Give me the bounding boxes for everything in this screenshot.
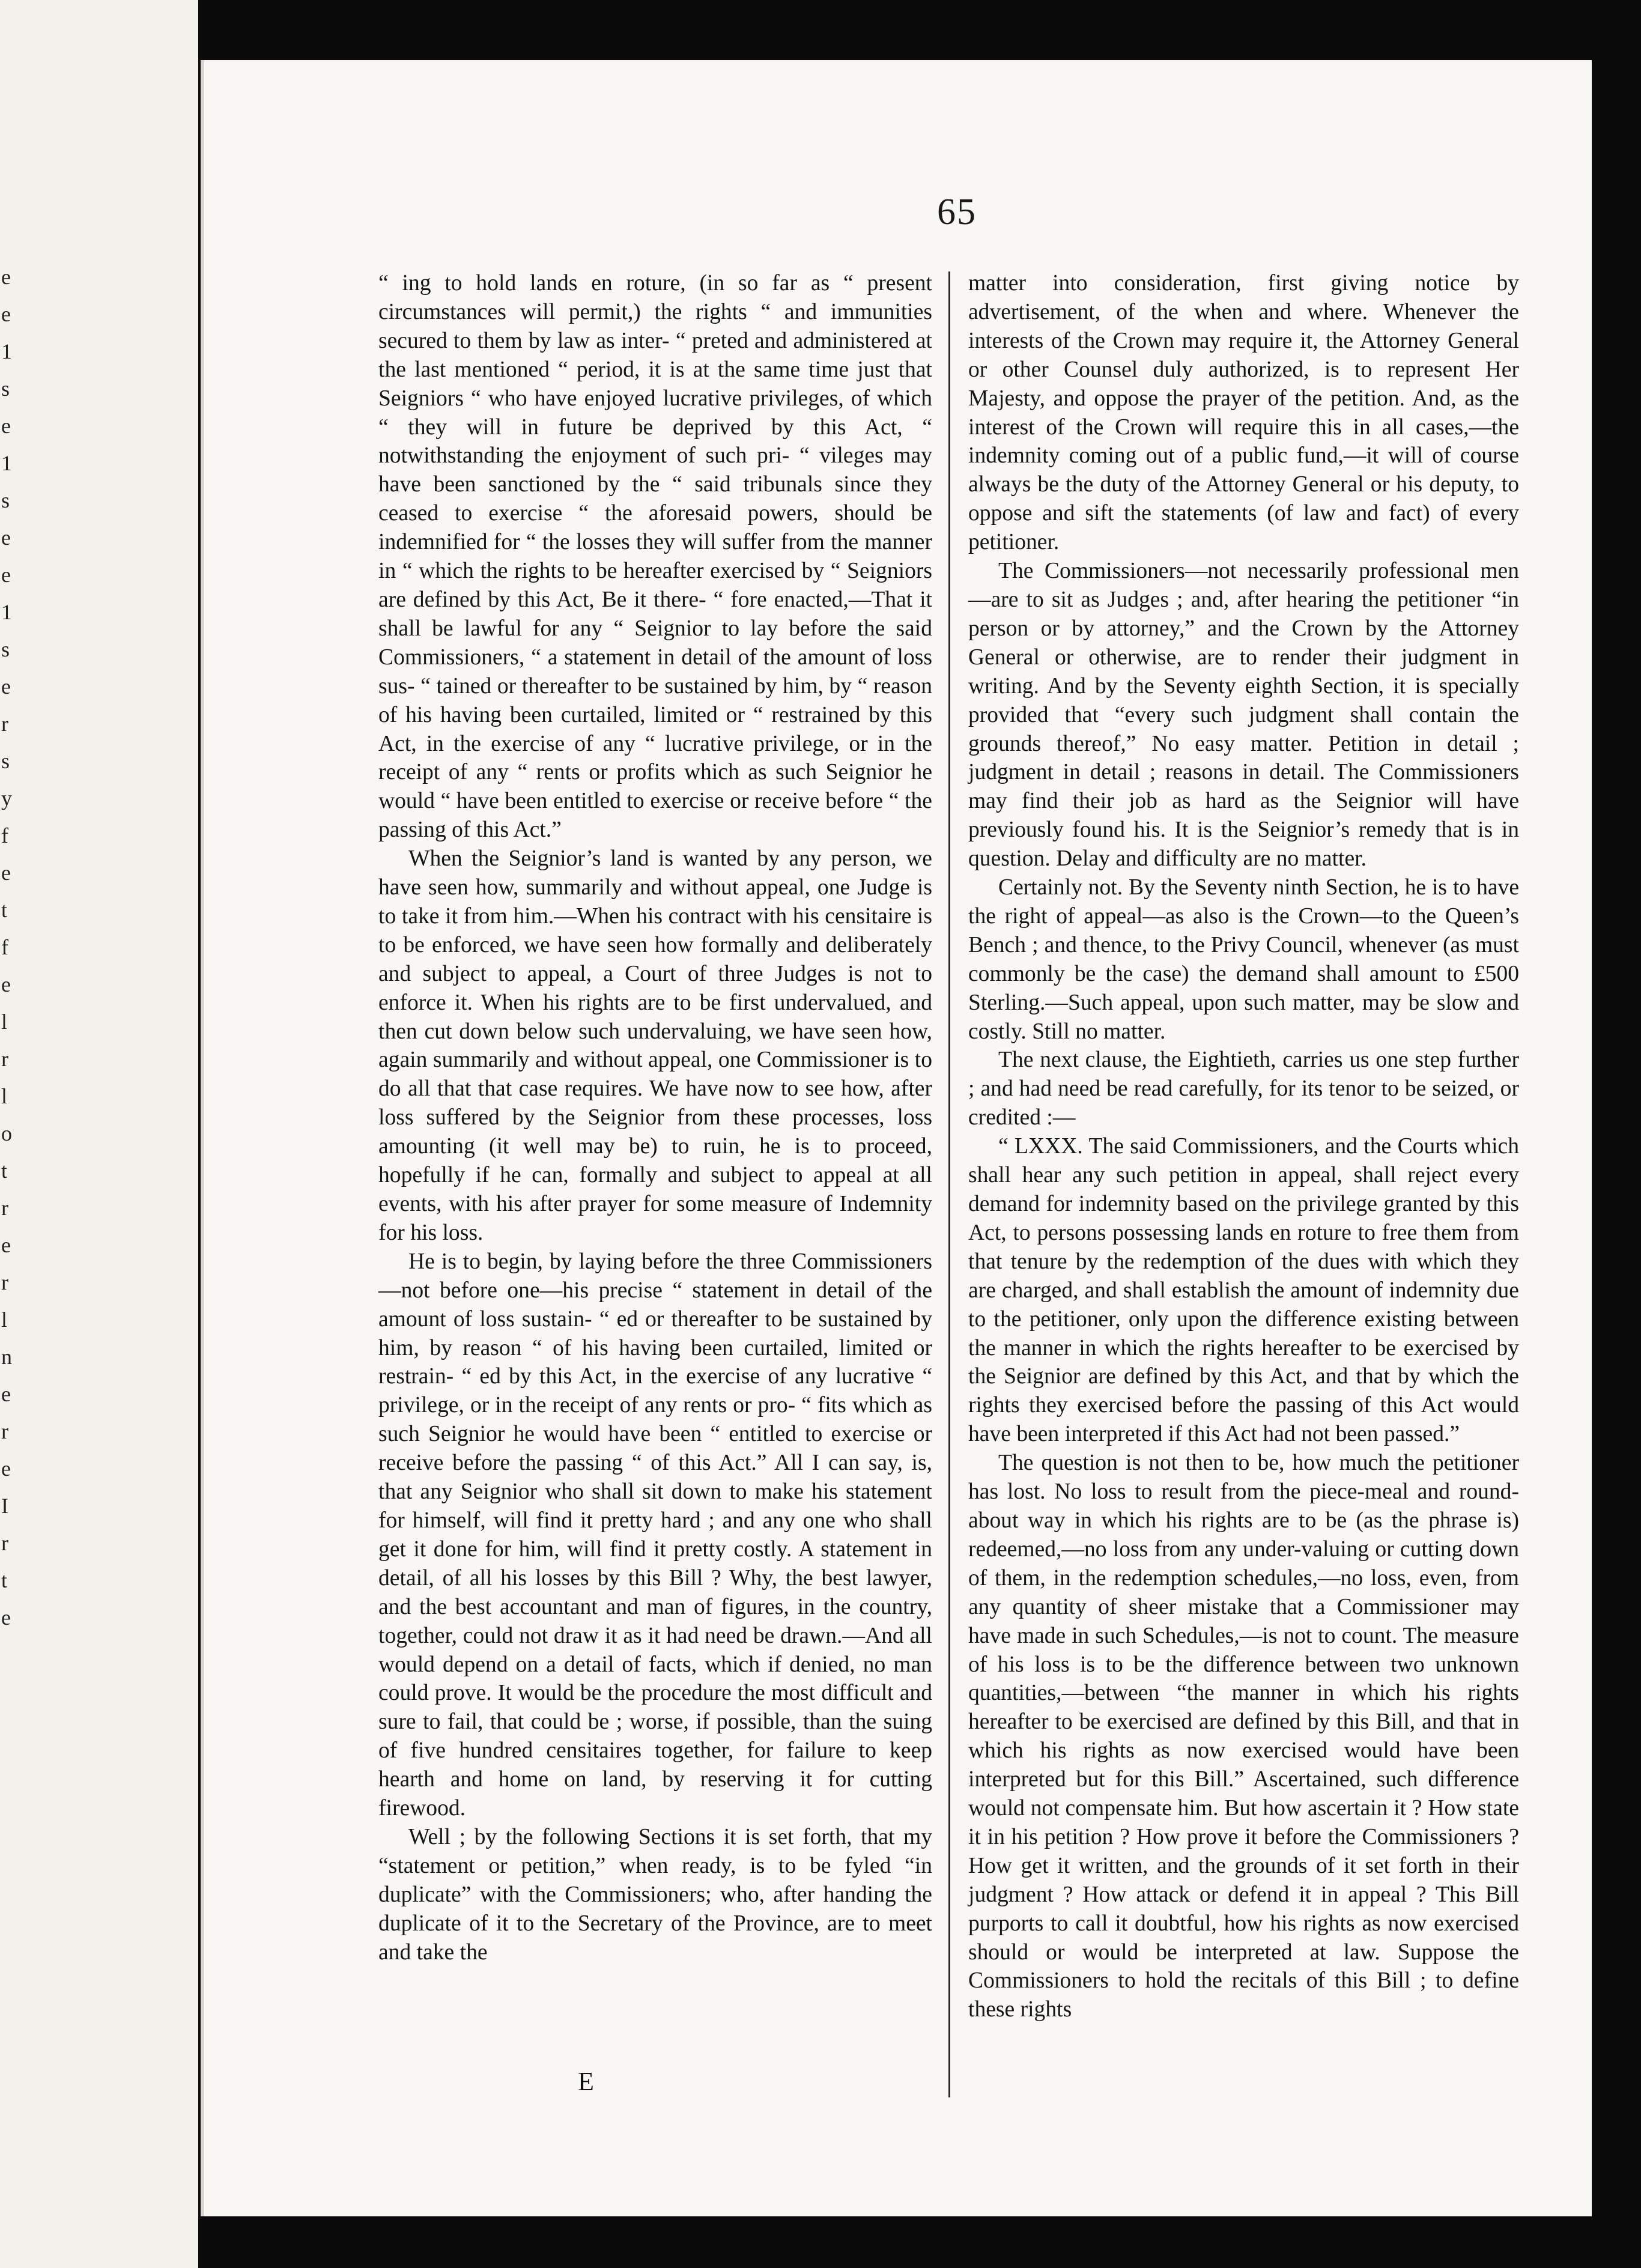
facing-page-fragment: e — [1, 1457, 11, 1481]
facing-page-fragment: f — [1, 823, 8, 847]
facing-page-fragment: e — [1, 563, 11, 587]
paragraph: Certainly not. By the Seventy ninth Section, he is to have the right of appeal—as also is the Crown—to the Queen’s Bench ; and thence, to the Privy Council, whenever (as must commonly be the case) the demand shall amount to £500 Sterling.—Such appeal, upon such matter, may be slow and costly. Still no matter. — [968, 875, 1519, 1044]
facing-page-fragment: 1 — [1, 600, 12, 624]
facing-page-fragment: e — [1, 861, 11, 885]
facing-page-fragment: r — [1, 1196, 8, 1220]
paragraph: “ ing to hold lands en roture, (in so far as “ present circumstances will permit,) the rights “ and immunities secured to them by law as inter- “ preted and administered at the last mentioned “ period, it is at the same time just that Seigniors “ who have enjoyed lucrative privileges, of which “ they will in future be deprived by this Act, “ notwithstanding the enjoyment of such pri- “ vileges may have been sanctioned by the “ said tribunals since they ceased to exercise “ the aforesaid powers, should be indemnified for “ the losses they will suffer from the manner in “ which the rights to be hereafter exercised by “ Seigniors are defined by this Act, Be it there- “ fore enacted,—That it shall be lawful for any “ Seignior to lay before the said Commissioners, “ a statement in detail of the amount of loss sus- “ tained or thereafter to be sustained by him, by “ reason of his having been curtailed, limited or “ restrained by this Act, in the exercise of any “ lucrative privilege, or in the receipt of any “ rents or profits which as such Seignior he would “ have been entitled to exercise or receive before “ the passing of this Act.” — [378, 271, 932, 843]
facing-page-fragment: e — [1, 1382, 11, 1406]
facing-page-fragment: t — [1, 1568, 8, 1592]
facing-page-fragment: y — [1, 786, 12, 810]
signature-mark: E — [578, 2067, 594, 2096]
facing-page-fragment: r — [1, 1531, 8, 1555]
facing-page-fragment: l — [1, 1308, 8, 1332]
facing-page-fragment: n — [1, 1345, 12, 1369]
facing-page-fragment: 1 — [1, 339, 12, 363]
paragraph: The question is not then to be, how much the petitioner has lost. No loss to result from the piece-meal and round-about way in which his rights are to be (as the phrase is) redeemed,—no loss from any under-valuing or cutting down of them, in the redemption schedules,—no loss, even, from any quantity of sheer mistake that a Commissioner may have made in such Schedules,—is not to count. The measure of his loss is to be the difference between two unknown quantities,—between “the manner in which his rights hereafter to be exercised are defined by this Bill, and that in which his rights as now exercised would have been interpreted but for this Bill.” Ascertained, such difference would not compensate him. But how ascertain it ? How state it in his petition ? How prove it before the Commissioners ? How get it written, and the grounds of it set forth in their judgment ? How attack or defend it in appeal ? This Bill purports to call it doubtful, how his rights as now exercised should or would be interpreted at law. Suppose the Commissioners to hold the recitals of this Bill ; to define these rights — [968, 1451, 1519, 2022]
page-number: 65 — [937, 192, 977, 232]
facing-page-fragment: t — [1, 898, 8, 922]
paragraph: Well ; by the following Sections it is set forth, that my “statement or petition,” when ready, is to be fyled “in duplicate” with the Commissioners; who, after handing the duplicate of it to the Secretary of the Province, are to meet and take the — [378, 1824, 932, 1965]
facing-page-fragment: r — [1, 1270, 8, 1294]
paragraph: The Commissioners—not necessarily professional men—are to sit as Judges ; and, after hearing the petitioner “in person or by attorney,” and the Crown by the Attorney General or otherwise, are to render their judgment in writing. And by the Seventy eighth Section, it is specially provided that “every such judgment shall contain the grounds thereof,” No easy matter. Petition in detail ; judgment in detail ; reasons in detail. The Commissioners may find their job as hard as the Seignior will have previously found his. It is the Seignior’s remedy that is in question. Delay and difficulty are no matter. — [968, 559, 1519, 872]
facing-page-fragment: s — [1, 637, 10, 661]
text-column-right — [968, 269, 1519, 2024]
facing-page-fragment: s — [1, 749, 10, 773]
column-divider — [948, 271, 950, 2097]
facing-page-fragment: e — [1, 972, 11, 996]
facing-page-fragment: r — [1, 1419, 8, 1443]
facing-page-fragment: r — [1, 1047, 8, 1071]
facing-page-fragment: l — [1, 1084, 8, 1108]
facing-page-fragment: t — [1, 1159, 8, 1183]
facing-page-fragment: l — [1, 1010, 8, 1034]
facing-page-fragment: s — [1, 377, 10, 401]
facing-page-fragment: e — [1, 1233, 11, 1257]
facing-page-edge — [0, 0, 198, 2268]
paragraph: matter into consideration, first giving notice by advertisement, of the when and where. Whenever the interests of the Crown may require it, the Attorney General or other Counsel duly authorized, is to represent Her Majesty, and oppose the prayer of the petition. And, as the interest of the Crown will require this in all cases,—the indemnity coming out of a public fund,—it will of course always be the duty of the Attorney General or his deputy, to oppose and sift the statements (of law and fact) of every petitioner. — [968, 271, 1519, 555]
paragraph: When the Seignior’s land is wanted by any person, we have seen how, summarily and without appeal, one Judge is to take it from him.—When his contract with his censitaire is to be enforced, we have seen how formally and deliberately and subject to appeal, a Court of three Judges is not to enforce it. When his rights are to be first undervalued, and then cut down below such undervaluing, we have seen how, again summarily and without appeal, one Commissioner is to do all that that case requires. We have now to see how, after loss suffered by the Seignior from these processes, loss amounting (it well may be) to ruin, he is to proceed, hopefully if he can, formally and subject to appeal at all events, with his after prayer for some measure of Indemnity for his loss. — [378, 846, 932, 1245]
facing-page-fragment: e — [1, 302, 11, 326]
text-column-left — [378, 269, 932, 1966]
facing-page-fragment: I — [1, 1494, 8, 1518]
facing-page-fragment: s — [1, 488, 10, 512]
paragraph: “ LXXX. The said Commissioners, and the Courts which shall hear any such petition in appeal, shall reject every demand for indemnity based on the privilege granted by this Act, to persons possessing lands en roture to free them from that tenure by the redemption of the dues with which they are charged, and shall establish the amount of indemnity due to the petitioner, only upon the difference existing between the manner in which the rights hereafter to be exercised by the Seignior are defined by this Act, and that by which the rights they exercised before the passing of this Act would have been interpreted if this Act had not been passed.” — [968, 1134, 1519, 1447]
facing-page-fragment: e — [1, 414, 11, 438]
facing-page-fragment: e — [1, 265, 11, 289]
facing-page-fragment: e — [1, 1605, 11, 1630]
facing-page-fragment: o — [1, 1121, 12, 1145]
facing-page-text-fragments — [1, 258, 13, 1636]
facing-page-fragment: e — [1, 526, 11, 550]
facing-page-fragment: r — [1, 712, 8, 736]
paragraph: He is to begin, by laying before the three Commissioners—not before one—his precise “ statement in detail of the amount of loss sustain- “ ed or thereafter to be sustained by him, by reason “ of his having been curtailed, limited or restrain- “ ed by this Act, in the exercise of any lucrative “ privilege, or in the receipt of any rents or pro- “ fits which as such Seignior he would have been “ entitled to exercise or receive before the passing “ of this Act.” All I can say, is, that any Seignior who shall sit down to make his statement for himself, will find it pretty hard ; and any one who shall get it done for him, will find it pretty costly. A statement in detail, of all his losses by this Bill ? Why, the best lawyer, and the best accountant and man of figures, in the country, together, could not draw it as it had need be drawn.—And all would depend on a detail of facts, which if denied, no man could prove. It would be the procedure the most difficult and sure to fail, that could be ; worse, if possible, than the suing of five hundred censitaires together, for failure to keep hearth and home on land, by reserving it for cutting firewood. — [378, 1249, 932, 1821]
facing-page-fragment: f — [1, 935, 8, 959]
facing-page-fragment: e — [1, 675, 11, 699]
facing-page-fragment: 1 — [1, 451, 12, 475]
paragraph: The next clause, the Eightieth, carries us one step further ; and had need be read carefully, for its tenor to be seized, or credited :— — [968, 1048, 1519, 1130]
